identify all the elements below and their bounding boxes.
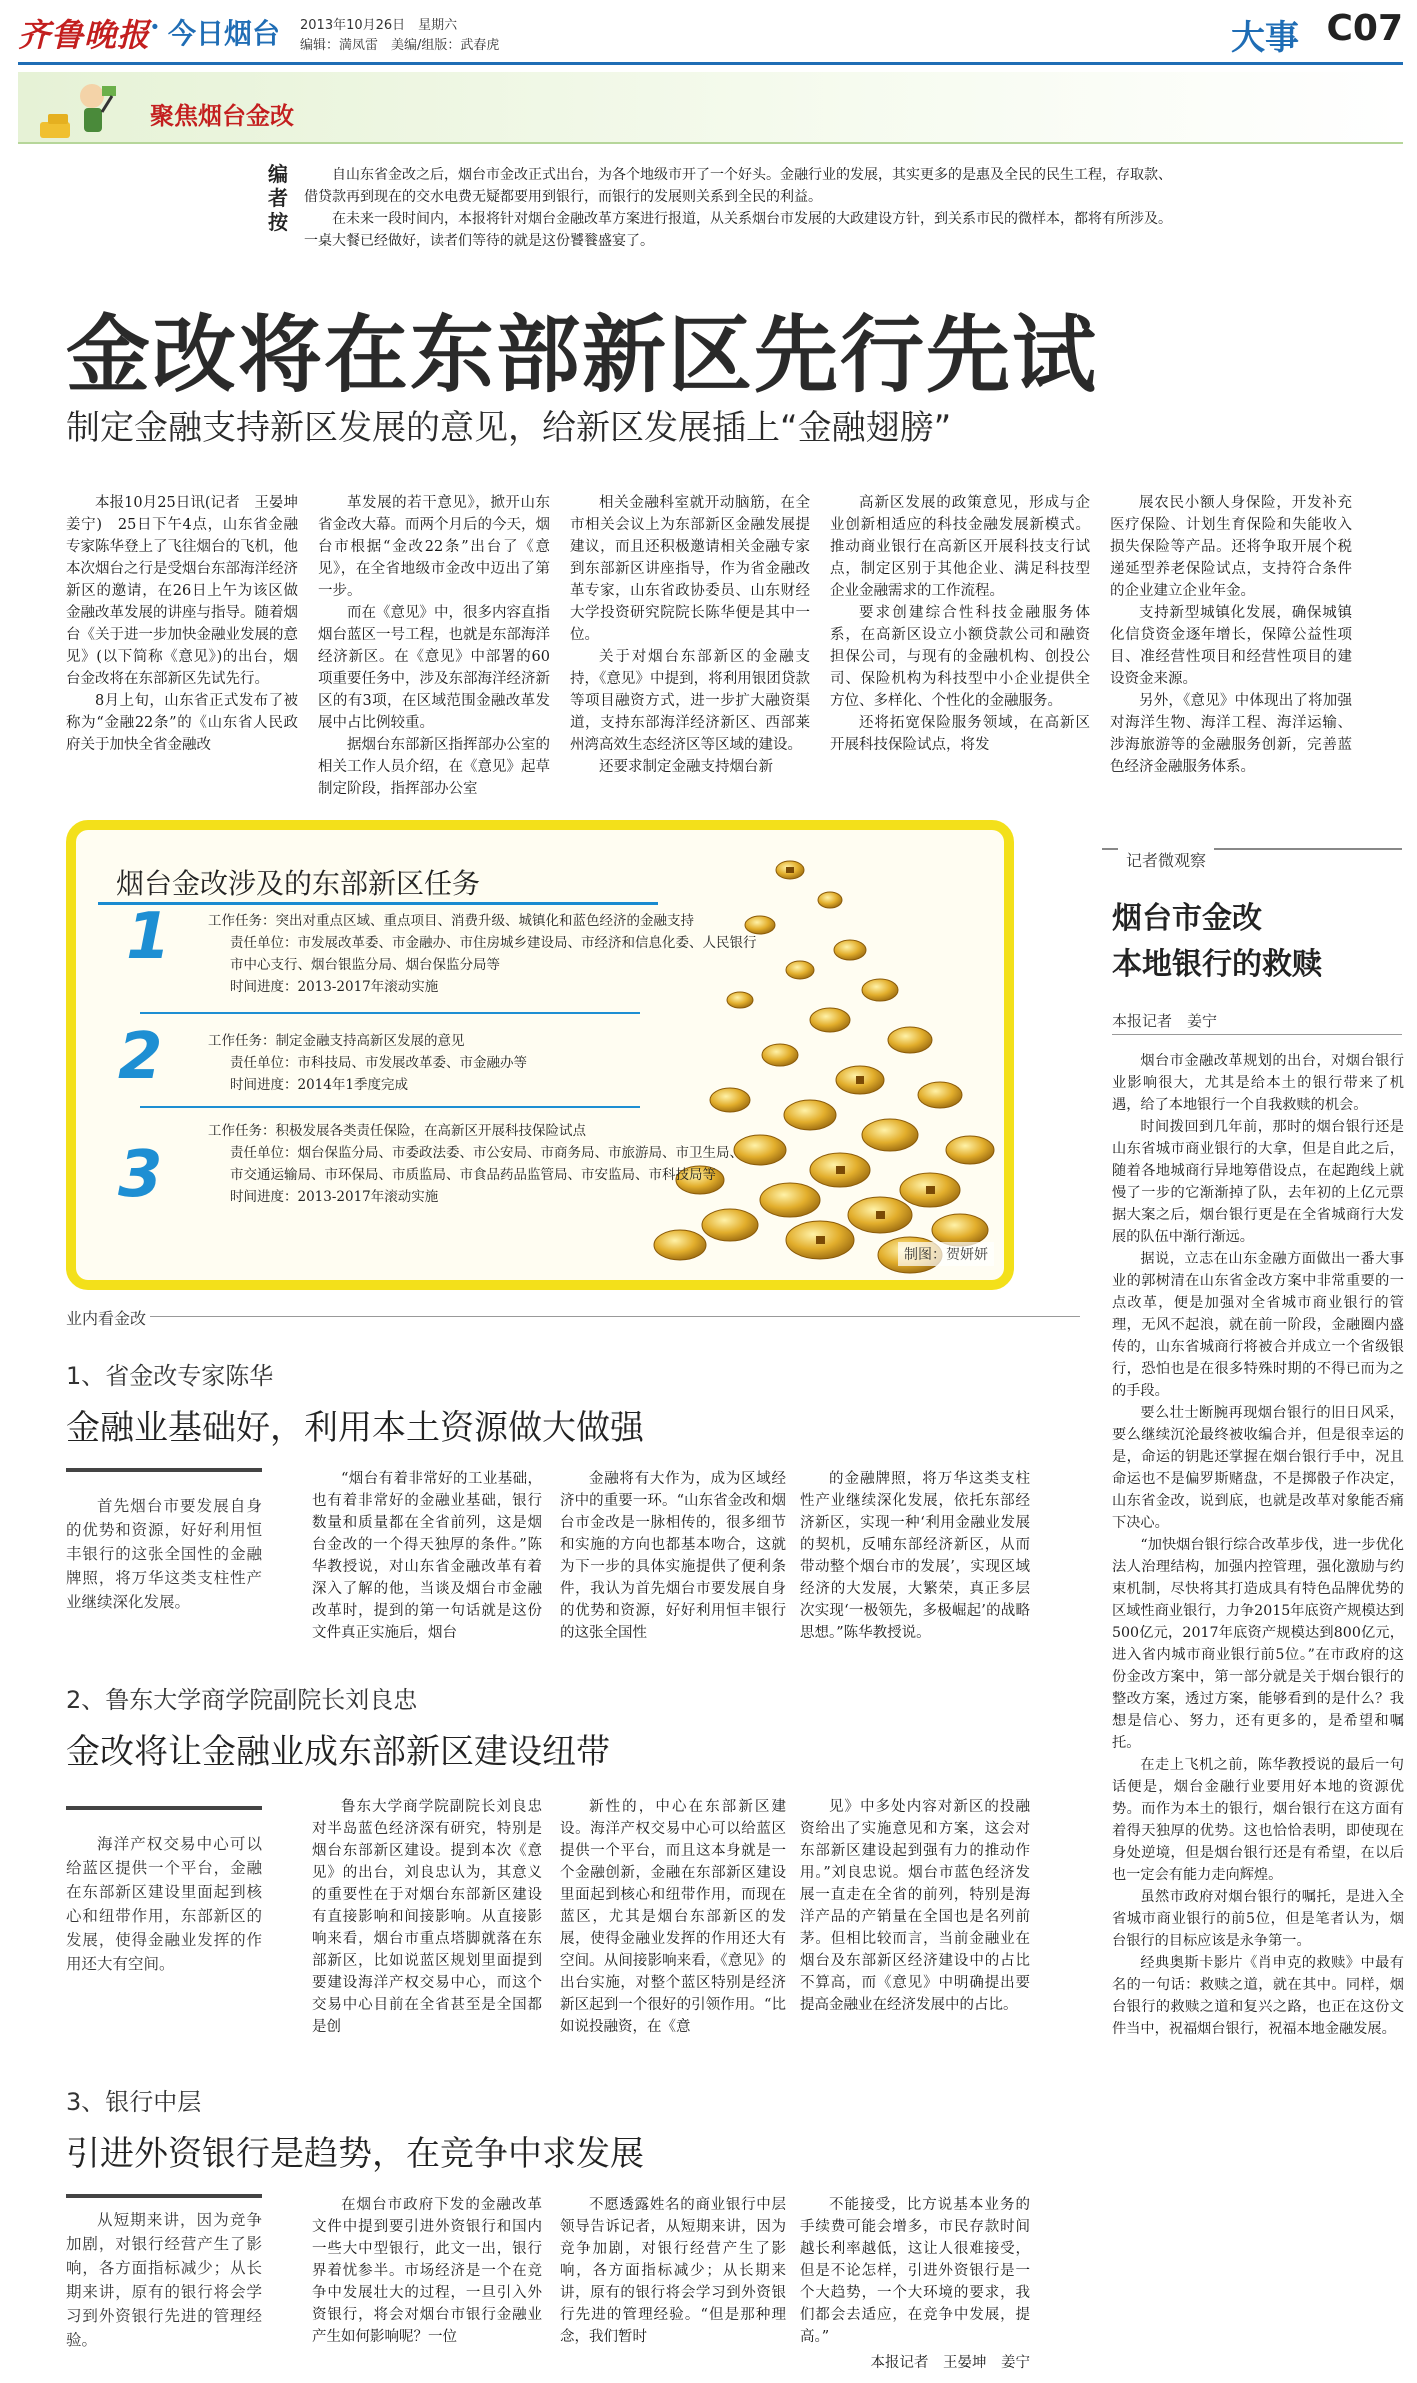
sidebar-paragraph: 虽然市政府对烟台银行的嘱托，是进入全省城市商业银行的前5位，但是笔者认为，烟台银行的目标应该是永争第一。 [1112,1889,1404,1949]
article-paragraph: 还将拓宽保险服务领域，在高新区开展科技保险试点，将发 [830,715,1090,753]
article-column-4 [830,492,1090,756]
sidebar-byline-rule [1112,1034,1402,1035]
paper-logo: 齐鲁晚报 [18,16,151,54]
page-category: 大事 [1231,18,1299,58]
article-paragraph: 要求创建综合性科技金融服务体系，在高新区设立小额贷款公司和融资担保公司，与现有的金融机构、创投公司、保险机构为科技型中小企业提供全方位、多样化、个性化的金融服务。 [830,605,1090,709]
insider-2-quote: 海洋产权交易中心可以给蓝区提供一个平台，金融在东部新区建设里面起到核心和纽带作用，东部新区的发展，使得金融业发挥的作用还大有空间。 [66,1806,262,1976]
main-subheadline: 制定金融支持新区发展的意见，给新区发展插上“金融翅膀” [66,408,952,448]
banner-title: 聚焦烟台金改 [150,102,294,130]
page-number: C07 [1326,8,1403,49]
task-1-units: 责任单位：市发展改革委、市金融办、市住房城乡建设局、市经济和信息化委、人民银行市中心支行、烟台银监分局、烟台保监分局等 [230,935,757,973]
insider-3-quote: 从短期来讲，因为竞争加剧，对银行经营产生了影响，各方面指标减少；从长期来讲，原有的银行将会学习到外资银行先进的管理经验。 [66,2194,262,2352]
insider-3-headline: 引进外资银行是趋势，在竞争中求发展 [66,2134,644,2174]
task-1-work: 工作任务：突出对重点区域、重点项目、消费升级、城镇化和蓝色经济的金融支持 [208,913,694,929]
insider-paragraph: 在烟台市政府下发的金融改革文件中提到要引进外资银行和国内一些大中型银行，此文一出，银行界着忧参半。市场经济是一个在竞争中发展壮大的过程，一旦引入外资银行，将会对烟台市银行金融业产生如何影响呢？一位 [312,2197,542,2345]
insider-3-col-1 [312,2194,542,2348]
sidebar-paragraph: 时间拨回到几年前，那时的烟台银行还是山东省城市商业银行的大拿，但是自此之后，随着各地城商行异地筹借设点，在起跑线上就慢了一步的它渐渐掉了队，去年初的上亿元票据大案之后，烟台银行更是在全省城商行大发展的队伍中渐行渐远。 [1112,1119,1404,1245]
sidebar-body [1112,1050,1404,2040]
insider-1-col-3 [800,1468,1030,1644]
insider-1-col-1 [312,1468,542,1644]
insider-1-col-2 [560,1468,786,1644]
tasks-title: 烟台金改涉及的东部新区任务 [116,867,481,900]
task-3-time: 时间进度：2013-2017年滚动实施 [230,1189,439,1205]
task-3-units: 责任单位：烟台保监分局、市委政法委、市公安局、市商务局、市旅游局、市卫生局、市交通运输局、市环保局、市质监局、市食品药品监管局、市安监局、市科技局等 [230,1145,743,1183]
sidebar-paragraph: 据说，立志在山东金融方面做出一番大事业的郭树清在山东省金改方案中非常重要的一点改革，便是加强对全省城市商业银行的管理，无风不起浪，就在前一阶段，金融圈内盛传的，山东省城商行将被合并成立一个省级银行，恐怕也是在很多特殊时期的不得已而为之的手段。 [1112,1251,1404,1399]
task-2-units: 责任单位：市科技局、市发展改革委、市金融办等 [230,1055,527,1071]
insider-label: 业内看金改 [66,1309,147,1328]
insider-2-headline: 金改将让金融业成东部新区建设纽带 [66,1732,610,1772]
article-paragraph: 而在《意见》中，很多内容直指烟台蓝区一号工程，也就是东部海洋经济新区。在《意见》中部署的60项重要任务中，涉及东部海洋经济新区的有3项，在区域范围金融改革发展中占比例较重。 [318,605,550,731]
task-1 [208,910,768,998]
insider-paragraph: 鲁东大学商学院副院长刘良忠对半岛蓝色经济深有研究，特别是烟台东部新区建设。提到本次《意见》的出台，刘良忠认为，其意义的重要性在于对烟台东部新区建设有直接影响和间接影响。从直接影响来看，烟台市重点塔脚就落在东部新区，比如说蓝区规划里面提到要建设海洋产权交易中心，而这个交易中心目前在全省甚至是全国都是创 [312,1799,542,2035]
article-column-5 [1110,492,1352,778]
insider-1-kicker: 1、省金改专家陈华 [66,1362,274,1390]
article-paragraph: 展农民小额人身保险，开发补充医疗保险、计划生育保险和失能收入损失保险等产品。还将争取开展个税递延型养老保险试点，支持符合条件的企业建立企业年金。 [1110,495,1352,599]
article-paragraph: 革发展的若干意见》，掀开山东省金改大幕。而两个月后的今天，烟台市根据“金改22条”出台了《意见》，在全省地级市金改中迈出了第一步。 [318,495,550,599]
sidebar-title [1112,896,1322,988]
issue-date: 2013年10月26日 星期六 [300,18,458,33]
insider-1-headline: 金融业基础好，利用本土资源做大做强 [66,1408,644,1448]
insider-paragraph: 金融将有大作为，成为区域经济中的重要一环。“山东省金改和烟台市金改是一脉相传的，很多细节和实施的方向也都基本吻合，这就为下一步的具体实施提供了便利条件，我认为首先烟台市要发展自身的优势和资源，好好利用恒丰银行的这张全国性 [560,1471,786,1641]
task-number-2: 2 [118,1020,163,1094]
insider-2-col-1 [312,1796,542,2038]
article-paragraph: 据烟台东部新区指挥部办公室的相关工作人员介绍，在《意见》起草制定阶段，指挥部办公室 [318,737,550,797]
article-paragraph: 还要求制定金融支持烟台新 [599,759,773,775]
task-2 [208,1030,728,1096]
cartoon-figure-icon [40,78,130,142]
insider-paragraph: 见》中多处内容对新区的投融资给出了实施意见和方案，这会对东部新区建设起到强有力的推动作用。”刘良忠说。烟台市蓝色经济发展一直走在全省的前列，特别是海洋产品的产销量在全国也是名列前茅。但相比较而言，当前金融业在烟台及东部新区经济建设中的占比不算高，而《意见》中明确提出要提高金融业在经济发展中的占比。 [800,1799,1030,2013]
task-separator [140,1012,640,1014]
masthead-separator: · [150,10,160,43]
sidebar-paragraph: 经典奥斯卡影片《肖申克的救赎》中最有名的一句话：救赎之道，就在其中。同样，烟台银行的救赎之道和复兴之路，也正在这份文件当中，祝福烟台银行，祝福本地金融发展。 [1112,1955,1404,2037]
article-paragraph: 支持新型城镇化发展，确保城镇化信贷资金逐年增长，保障公益性项目、准经营性项目和经营性项目的建设资金来源。 [1110,605,1352,687]
masthead [0,0,1417,70]
insider-paragraph: “烟台有着非常好的工业基础，也有着非常好的金融业基础，银行数量和质量都在全省前列，这是烟台金改的一个得天独厚的条件。”陈华教授说，对山东省金融改革有着深入了解的他，当谈及烟台市金融改革时，提到的第一句话就是这份文件真正实施后，烟台 [312,1471,542,1641]
insider-paragraph: 的金融牌照，将万华这类支柱性产业继续深化发展，依托东部经济新区，实现一种‘利用金融业发展的契机，反哺东部经济新区，从而带动整个烟台市的发展’，实现区域经济的大发展，大繁荣，真正多层次实现‘一极领先，多极崛起’的战略思想。”陈华教授说。 [800,1471,1030,1641]
task-number-3: 3 [118,1138,163,1212]
graphic-credit: 制图：贺妍妍 [898,1242,994,1266]
insider-2-col-3 [800,1796,1030,2016]
task-2-time: 时间进度：2014年1季度完成 [230,1077,408,1093]
editor-credits: 编辑：満凤雷 美编/组版：武春虎 [300,38,500,53]
insider-2-col-2 [560,1796,786,2038]
insider-1-quote: 首先烟台市要发展自身的优势和资源，好好利用恒丰银行的这张全国性的金融牌照，将万华这类支柱性产业继续深化发展。 [66,1468,262,1614]
sidebar-paragraph: 要么壮士断腕再现烟台银行的旧日风采，要么继续沉沦最终被收编合并，但是很幸运的是，命运的钥匙还掌握在烟台银行手中，况且命运也不是偏罗斯赌盘，不是掷骰子作决定，山东省金改，说到底，也就是改革对象能否痛下决心。 [1112,1405,1404,1531]
sidebar-paragraph: 烟台市金融改革规划的出台，对烟台银行业影响很大，尤其是给本土的银行带来了机遇，给了本地银行一个自我救赎的机会。 [1112,1053,1404,1113]
article-paragraph: 8月上旬，山东省正式发布了被称为“金融22条”的《山东省人民政府关于加快全省金融改 [66,693,298,753]
insider-paragraph: 不愿透露姓名的商业银行中层领导告诉记者，从短期来讲，因为竞争加剧，对银行经营产生了影响，各方面指标减少；从长期来讲，原有的银行将会学习到外资银行先进的管理经验。“但是那种理念，我们暂时 [560,2197,786,2345]
article-paragraph: 本报10月25日讯(记者 王晏坤 姜宁) 25日下午4点，山东省金融专家陈华登上了飞往烟台的飞机，他本次烟台之行是受烟台东部海洋经济新区的邀请，在26日上午为该区做金融改革发展的讲座与指导。随着烟台《关于进一步加快金融业发展的意见》(以下简称《意见》)的出台，烟台金改将在东部新区先试先行。 [66,495,313,687]
insider-3-kicker: 3、银行中层 [66,2088,202,2116]
section-name: 今日烟台 [168,17,281,50]
sidebar-paragraph: “加快烟台银行综合改革步伐，进一步优化法人治理结构，加强内控管理，强化激励与约束机制，尽快将其打造成具有特色品牌优势的区域性商业银行，力争2015年底资产规模达到500亿元，2017年底资产规模达到800亿元，进入省内城市商业银行前5位。”在市政府的这份金改方案中，第一部分就是关于烟台银行的整改方案，透过方案，能够看到的是什么？我想是信心、努力，还有更多的，是希望和嘱托。 [1112,1537,1404,1751]
task-2-work: 工作任务：制定金融支持高新区发展的意见 [208,1033,465,1049]
task-3 [208,1120,748,1208]
article-column-3 [570,492,810,778]
sidebar-kicker: 记者微观察 [1118,848,1214,871]
task-number-1: 1 [126,900,171,974]
editor-note-label: 编者按 [268,162,288,234]
task-1-time: 时间进度：2013-2017年滚动实施 [230,979,439,995]
editor-note-paragraph: 在未来一段时间内，本报将针对烟台金融改革方案进行报道，从关系烟台市发展的大政建设方针，到关系市民的微样本，都将有所涉及。一桌大餐已经做好，读者们等待的就是这份饕餮盛宴了。 [304,211,1172,249]
sidebar-title-line: 烟台市金改 [1112,901,1262,936]
insider-3-col-2 [560,2194,786,2348]
sidebar-title-line: 本地银行的救赎 [1112,947,1322,982]
tasks-title-rule [98,902,658,905]
task-separator [140,1106,640,1108]
article-paragraph: 关于对烟台东部新区的金融支持，《意见》中提到，将利用银团贷款等项目融资方式，进一步扩大融资渠道，支持东部海洋经济新区、西部莱州湾高效生态经济区等区域的建设。 [570,649,810,753]
main-headline: 金改将在东部新区先行先试 [66,306,1099,404]
article-paragraph: 高新区发展的政策意见，形成与企业创新相适应的科技金融发展新模式。推动商业银行在高新区开展科技支行试点，制定区别于其他企业、满足科技型企业金融需求的工作流程。 [830,495,1090,599]
editor-note-paragraph: 自山东省金改之后，烟台市金改正式出台，为各个地级市开了一个好头。金融行业的发展，其实更多的是惠及全民的民生工程，存取款、借贷款再到现在的交水电费无疑都要用到银行，而银行的发展则关系到全民的利益。 [304,167,1172,205]
sidebar-byline: 本报记者 姜宁 [1112,1012,1218,1030]
insider-rule [150,1316,1080,1317]
insider-3-col-3 [800,2194,1030,2348]
insider-paragraph: 不能接受，比方说基本业务的手续费可能会增多，市民存款时间越长利率越低，这让人很难接受，但是不论怎样，引进外资银行是一个大趋势，一个大环境的要求，我们都会去适应，在竞争中发展，提高。” [800,2197,1030,2345]
article-paragraph: 另外，《意见》中体现出了将加强对海洋生物、海洋工程、海洋运输、涉海旅游等的金融服务创新，完善蓝色经济金融服务体系。 [1110,693,1352,775]
insider-2-kicker: 2、鲁东大学商学院副院长刘良忠 [66,1686,418,1714]
insider-3-byline: 本报记者 王晏坤 姜宁 [870,2355,1030,2371]
insider-paragraph: 新性的，中心在东部新区建设。海洋产权交易中心可以给蓝区提供一个平台，而且这本身就是一个金融创新，金融在东部新区建设里面起到核心和纽带作用，而现在蓝区，尤其是烟台东部新区的发展，使得金融业发挥的作用还大有空间。从间接影响来看，《意见》的出台实施，对整个蓝区特别是经济新区起到一个很好的引领作用。“比如说投融资，在《意 [560,1799,786,2035]
article-paragraph: 相关金融科室就开动脑筋，在全市相关会议上为东部新区金融发展提建议，而且还积极邀请相关金融专家到东部新区讲座指导，作为省金融改革专家，山东省政协委员、山东财经大学投资研究院院长陈华便是其中一位。 [570,495,810,643]
article-column-1 [66,492,313,756]
task-3-work: 工作任务：积极发展各类责任保险，在高新区开展科技保险试点 [208,1123,586,1139]
sidebar-paragraph: 在走上飞机之前，陈华教授说的最后一句话便是，烟台金融行业要用好本地的资源优势。而作为本土的银行，烟台银行在这方面有着得天独厚的优势。这也恰恰表明，即使现在身处逆境，但是烟台银行还是有希望，在以后也一定会有能力走向辉煌。 [1112,1757,1404,1883]
article-column-2 [318,492,550,800]
masthead-rule [18,62,1403,65]
editor-note [304,164,1176,252]
